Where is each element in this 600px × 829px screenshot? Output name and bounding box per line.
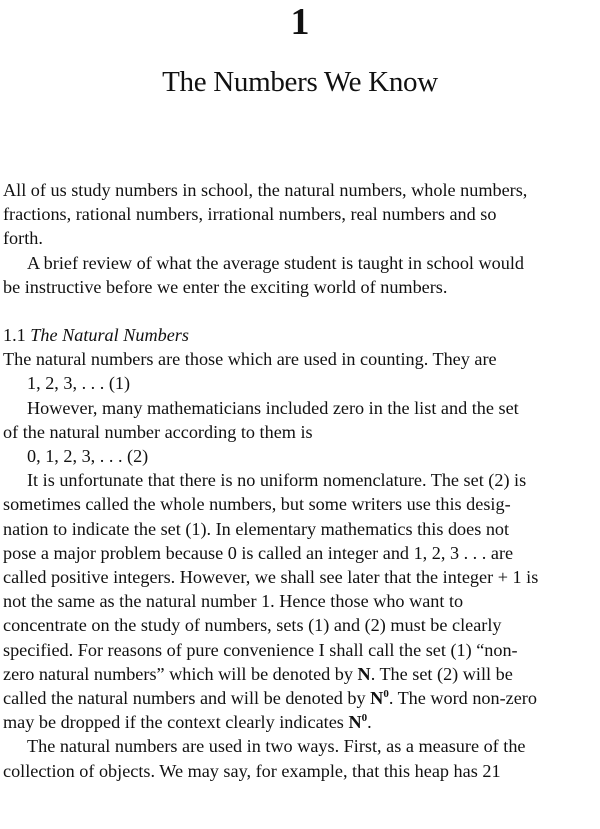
- text-line: [3, 710, 597, 734]
- text-line: pose a major problem because 0 is called an integer and 1, 2, 3 . . . are: [3, 542, 514, 563]
- text-line: [3, 686, 597, 710]
- text-fragment: . The set (2) will be: [370, 663, 513, 684]
- text-line: However, many mathematicians included zero in the list and the set: [27, 397, 519, 418]
- section-heading: [3, 323, 597, 347]
- section-paragraph-2: [3, 396, 597, 444]
- section-title: The Natural Numbers: [30, 325, 189, 346]
- intro-paragraph-1: [3, 178, 597, 251]
- text-fragment: called the natural numbers and will be denoted by: [3, 688, 371, 709]
- formula-2: 0, 1, 2, 3, . . . (2): [27, 446, 149, 467]
- text-line: All of us study numbers in school, the natural numbers, whole numbers,: [3, 180, 528, 200]
- text-line: collection of objects. We may say, for example, that this heap has 21: [3, 760, 501, 781]
- text-line: concentrate on the study of numbers, sets (1) and (2) must be clearly: [3, 615, 502, 636]
- text-line: be instructive before we enter the exciting world of numbers.: [3, 276, 448, 297]
- chapter-number: 1: [290, 1, 310, 43]
- symbol-n-zero: $N^0$: [348, 712, 368, 733]
- text-line: nation to indicate the set (1). In elementary mathematics this does not: [3, 518, 510, 539]
- text-line: The natural numbers are used in two ways. First, as a measure of the: [27, 736, 526, 757]
- formula-1: 1, 2, 3, . . . (1): [27, 373, 131, 394]
- text-line: called positive integers. However, we shall see later that the integer + 1 is: [3, 567, 539, 588]
- section-number: 1.1: [3, 325, 26, 346]
- text-line: [3, 662, 597, 686]
- text-line: sometimes called the whole numbers, but some writers use this desig-: [3, 494, 511, 515]
- symbol-n: N: [357, 663, 371, 684]
- section-paragraph-1: [3, 347, 597, 371]
- text-line: The natural numbers are those which are used in counting. They are: [3, 349, 497, 370]
- text-line: A brief review of what the average student is taught in school would: [27, 252, 524, 273]
- text-line: specified. For reasons of pure convenience I shall call the set (1) “non-: [3, 639, 518, 660]
- text-line: fractions, rational numbers, irrational numbers, real numbers and so: [3, 204, 497, 225]
- intro-paragraph-2: [3, 251, 597, 299]
- section-paragraph-4: [3, 734, 597, 782]
- chapter-title: The Numbers We Know: [162, 66, 438, 98]
- section-paragraph-3: [3, 468, 597, 734]
- text-line: of the natural number according to them is: [3, 421, 313, 442]
- text-fragment: .: [367, 712, 372, 733]
- symbol-n-zero: $N^0$: [370, 688, 389, 709]
- text-line: It is unfortunate that there is no uniform nomenclature. The set (2) is: [27, 470, 527, 491]
- text-fragment: . The word non-zero: [388, 688, 537, 709]
- text-line: forth.: [3, 228, 43, 249]
- section-gap: [3, 299, 597, 323]
- text-fragment: zero natural numbers” which will be denoted by: [3, 663, 358, 684]
- text-fragment: may be dropped if the context clearly indicates: [3, 712, 349, 733]
- body-text: [3, 178, 597, 783]
- text-line: not the same as the natural number 1. Hence those who want to: [3, 591, 464, 612]
